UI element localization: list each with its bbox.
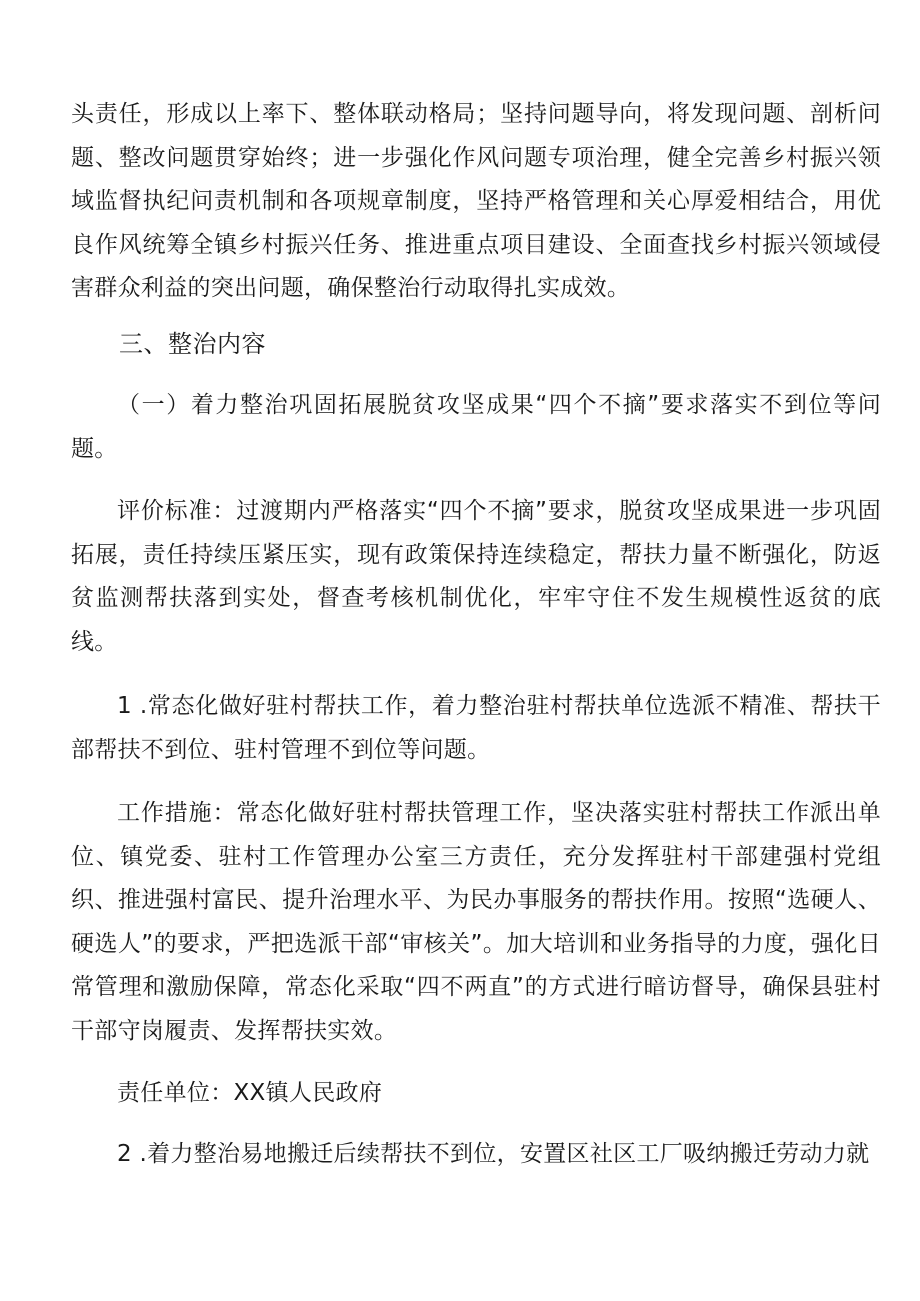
paragraph-responsible-unit: 责任单位：XX镇人民政府 [117, 1080, 383, 1106]
paragraph-item-one: （一）着力整治巩固拓展脱贫攻坚成果“四个不摘”要求落实不到位等问题。 [71, 392, 881, 462]
paragraph-work-measures: 工作措施：常态化做好驻村帮扶管理工作，坚决落实驻村帮扶工作派出单位、镇党委、驻村工作管理办公室三方责任，充分发挥驻村干部建强村党组织、推进强村富民、提升治理水平、为民办事服务的帮扶作用。按照“选硬人、硬选人”的要求，严把选派干部“审核关”。加大培训和业务指导的力度，强化日常管理和激励保障，常态化采取“四不两直”的方式进行暗访督导，确保县驻村干部守岗履责、发挥帮扶实效。 [71, 800, 881, 1044]
paragraph-point-two: 2 .着力整治易地搬迁后续帮扶不到位，安置区社区工厂吸纳搬迁劳动力就 [117, 1141, 870, 1167]
section-heading: 三、整治内容 [119, 330, 266, 358]
paragraph-evaluation-standard: 评价标准：过渡期内严格落实“四个不摘”要求，脱贫攻坚成果进一步巩固拓展，责任持续压紧压实，现有政策保持连续稳定，帮扶力量不断强化，防返贫监测帮扶落到实处，督查考核机制优化，牢牢守住不发生规模性返贫的底线。 [71, 498, 881, 655]
paragraph-point-one: 1 .常态化做好驻村帮扶工作，着力整治驻村帮扶单位选派不精准、帮扶干部帮扶不到位、驻村管理不到位等问题。 [71, 693, 881, 763]
paragraph-responsibility: 头责任，形成以上率下、整体联动格局；坚持问题导向，将发现问题、剖析问题、整改问题贯穿始终；进一步强化作风问题专项治理，健全完善乡村振兴领域监督执纪问责机制和各项规章制度，坚持严格管理和关心厚爱相结合，用优良作风统筹全镇乡村振兴任务、推进重点项目建设、全面查找乡村振兴领域侵害群众利益的突出问题，确保整治行动取得扎实成效。 [71, 101, 881, 301]
